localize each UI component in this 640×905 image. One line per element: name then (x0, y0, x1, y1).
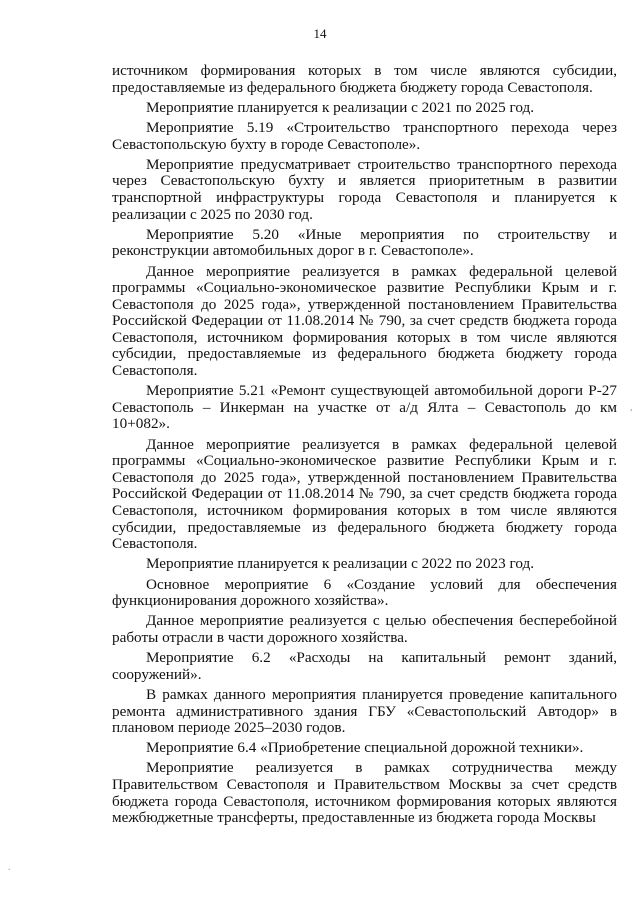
paragraph: Мероприятие планируется к реализации с 2022 по 2023 год. (146, 555, 535, 573)
paragraph: Мероприятие реализуется в рамках сотрудничества между Правительством Севастополя и Правительством Москвы за счет средств бюджета города Севастополя, источником формирования которых являются межбюджетные трансферты, предоставленные из бюджета города Москвы (112, 759, 617, 827)
paragraph: Мероприятие 6.2 «Расходы на капитальный ремонт зданий, сооружений». (112, 649, 617, 683)
paragraph: Мероприятие планируется к реализации с 2021 по 2025 год. (146, 98, 535, 116)
paragraph: Мероприятие 5.20 «Иные мероприятия по строительству и реконструкции автомобильных дорог в г. Севастополе». (112, 225, 617, 260)
paragraph: Данное мероприятие реализуется в рамках федеральной целевой программы «Социально-экономическое развитие Республики Крым и г. Севастополя до 2025 года», утвержденной постановлением Правительства Российской Федерации от 11.08.2014 № 790, за счет средств бюджета города Севастополя, источником формирования которых в том числе являются субсидии, предоставляемые из федерального бюджета бюджету города Севастополя. (112, 262, 617, 380)
paragraph: Мероприятие предусматривает строительство транспортного перехода через Севастопольскую бухту и является приоритетным в развитии транспортной инфраструктуры города Севастополя и планируется к реализации с 2025 по 2030 год. (112, 155, 617, 223)
paragraph: Мероприятие 6.4 «Приобретение специальной дорожной техники». (146, 739, 584, 757)
paragraph: Мероприятие 5.19 «Строительство транспортного перехода через Севастопольскую бухту в городе Севастополе». (112, 118, 617, 153)
scan-speck: , (630, 402, 633, 413)
paragraph: Мероприятие 5.21 «Ремонт существующей автомобильной дороги Р-27 Севастополь – Инкерман на участке от а/д Ялта – Севастополь до км 10+082». (112, 382, 617, 433)
paragraph: Данное мероприятие реализуется с целью обеспечения бесперебойной работы отрасли в части дорожного хозяйства. (112, 612, 617, 646)
paragraph: Основное мероприятие 6 «Создание условий для обеспечения функционирования дорожного хозяйства». (112, 575, 617, 610)
scan-speck: . (8, 862, 11, 873)
paragraph: Данное мероприятие реализуется в рамках федеральной целевой программы «Социально-экономическое развитие Республики Крым и г. Севастополя до 2025 года», утвержденной постановлением Правительства Российской Федерации от 11.08.2014 № 790, за счет средств бюджета города Севастополя, источником формирования которых в том числе являются субсидии, предоставляемые из федерального бюджета бюджету города Севастополя. (112, 435, 617, 553)
document-body (112, 63, 617, 830)
paragraph: В рамках данного мероприятия планируется проведение капитального ремонта административного здания ГБУ «Севастопольский Автодор» в плановом периоде 2025–2030 годов. (112, 685, 617, 737)
page-number: 14 (313, 26, 327, 41)
paragraph: источником формирования которых в том числе являются субсидии, предоставляемые из федерального бюджета бюджету города Севастополя. (112, 62, 617, 96)
